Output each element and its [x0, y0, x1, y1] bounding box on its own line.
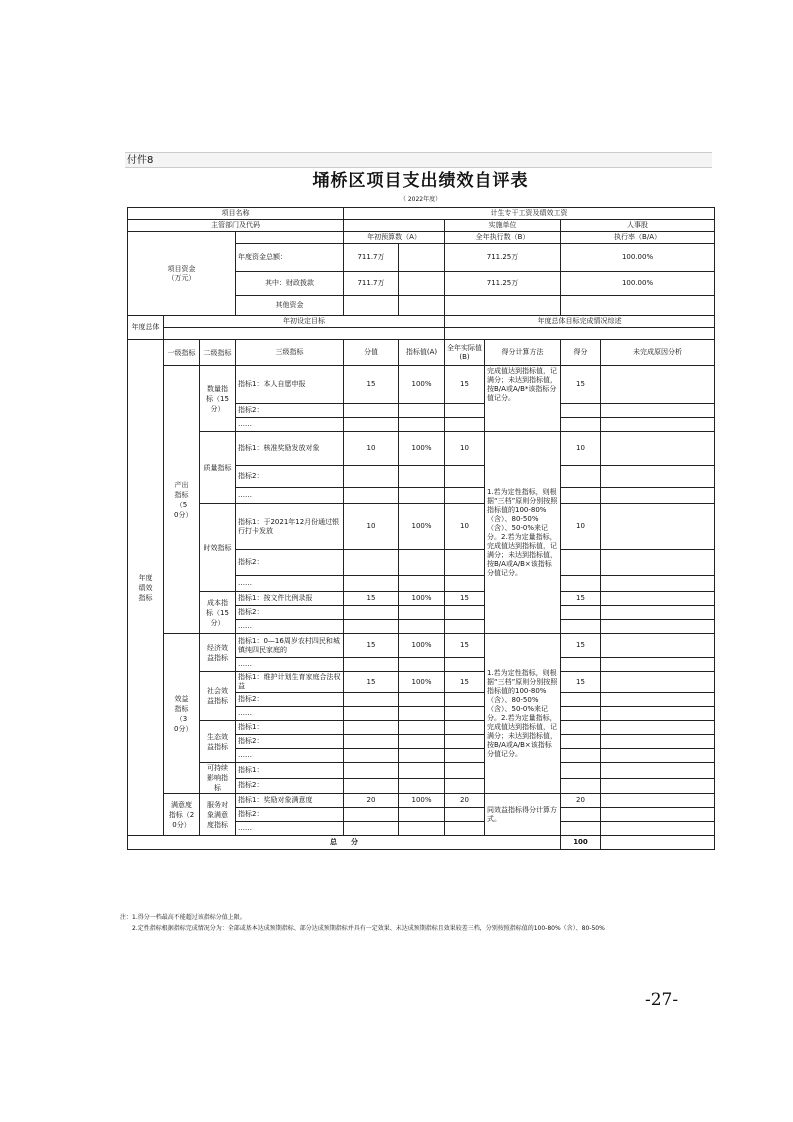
quality-ind1-target: 100%	[399, 432, 445, 466]
impl-unit-label: 实施单位	[445, 220, 561, 232]
output-method: 1.若为定性指标，则根据“三档”原则分别按照指标值的100-80%（含）、80-50%（含）、50-0%来记分。2.若为定量指标，完成值达到指标值，记满分；未达到指标值，按B/A或A/B×该指标分值记分。	[485, 432, 561, 634]
economic-ind1-target: 100%	[399, 634, 445, 658]
social-ind1-score: 15	[344, 672, 399, 693]
quantity-ind1-target: 100%	[399, 366, 445, 404]
row-total-budget: 711.7万	[344, 244, 399, 272]
quantity-ind1-actual: 15	[445, 366, 485, 404]
col-executed: 全年执行数（B）	[445, 232, 561, 244]
row-fiscal-label: 其中：财政拨款	[236, 272, 344, 296]
timeliness-dots: ……	[236, 576, 344, 592]
project-name-value: 计生专干工资及绩效工资	[344, 208, 715, 220]
timeliness-ind1-got: 10	[561, 504, 601, 550]
cost-ind1-actual: 15	[445, 592, 485, 606]
header-target-value: 指标值(A)	[399, 340, 445, 366]
total-label: 总 分	[128, 836, 561, 850]
social-ind1-actual: 15	[445, 672, 485, 693]
timeliness-ind1-target: 100%	[399, 504, 445, 550]
social-dots: ……	[236, 707, 344, 721]
sustain-indicator: 可持续影响指标	[200, 763, 236, 794]
footnote-2: 2.定性指标根据指标完成情况分为：全部或基本达成预期指标、部分达成预期指标并具有一定效果、未达成预期指标且效果较差三档，分别按照指标值的100-80%（含）、80-50%	[132, 925, 605, 932]
dept-label: 主管部门及代码	[128, 220, 344, 232]
total-value: 100	[561, 836, 601, 850]
ecological-indicator: 生态效益指标	[200, 721, 236, 763]
header-method: 得分计算方法	[485, 340, 561, 366]
quantity-dots: ……	[236, 418, 344, 432]
satisfaction-ind1-actual: 20	[445, 794, 485, 808]
quantity-ind1-score: 15	[344, 366, 399, 404]
header-reason: 未完成原因分析	[601, 340, 715, 366]
row-total-label: 年度资金总额：	[236, 244, 344, 272]
ecological-ind1: 指标1：	[236, 721, 344, 735]
quality-dots: ……	[236, 488, 344, 504]
timeliness-ind1-actual: 10	[445, 504, 485, 550]
cost-ind1-got: 15	[561, 592, 601, 606]
quantity-ind1: 指标1：本人自愿申报	[236, 366, 344, 404]
dept-value	[344, 220, 445, 232]
col-rate: 执行率（B/A）	[561, 232, 715, 244]
sustain-ind2: 指标2：	[236, 778, 344, 794]
page-title: 埇桥区项目支出绩效自评表	[312, 171, 529, 191]
satisfaction-ind1: 指标1：奖励对象满意度	[236, 794, 344, 808]
satisfaction-sub: 服务对象满意度指标	[200, 794, 236, 836]
ecological-dots: ……	[236, 749, 344, 763]
social-indicator: 社会效益指标	[200, 672, 236, 721]
cost-indicator: 成本指标（15分）	[200, 592, 236, 634]
quantity-method: 完成值达到指标值，记满分；未达到指标值，按B/A或A/B*该指标分值记分。	[485, 366, 561, 432]
social-ind1-got: 15	[561, 672, 601, 693]
header-score-value: 分值	[344, 340, 399, 366]
timeliness-indicator: 时效指标	[200, 504, 236, 592]
quantity-ind1-got: 15	[561, 366, 601, 404]
quality-ind2: 指标2：	[236, 466, 344, 488]
row-fiscal-budget: 711.7万	[344, 272, 399, 296]
evaluation-table	[127, 207, 715, 850]
annual-indicators-label: 年度绩效指标	[128, 340, 164, 836]
page-number: -27-	[645, 990, 679, 1010]
benefit-method: 1.若为定性指标，则根据“三档”原则分别按照指标值的100-80%（含）、80-50%（含）、50-0%来记分。2.若为定量指标，完成值达到指标值，记满分；未达到指标值，按B/A或A/B×该指标分值记分。	[485, 634, 561, 794]
economic-ind1-actual: 15	[445, 634, 485, 658]
footnotes	[120, 912, 720, 934]
quantity-ind2: 指标2：	[236, 404, 344, 418]
header-lvl2: 二级指标	[200, 340, 236, 366]
social-ind2: 指标2：	[236, 693, 344, 707]
row-other-label: 其他资金	[236, 296, 344, 316]
col-budget: 年初预算数（A）	[344, 232, 445, 244]
row-total-exec: 711.25万	[445, 244, 561, 272]
row-fiscal-exec: 711.25万	[445, 272, 561, 296]
impl-unit-value: 人事股	[561, 220, 715, 232]
satisfaction-dots: ……	[236, 822, 344, 836]
initial-goal-label: 年初设定目标	[164, 316, 445, 328]
row-fiscal-rate: 100.00%	[561, 272, 715, 296]
header-lvl3: 三级指标	[236, 340, 344, 366]
project-name-label: 项目名称	[128, 208, 344, 220]
year-label: （ 2022年度）	[399, 196, 442, 203]
social-ind1-target: 100%	[399, 672, 445, 693]
ecological-ind2: 指标2：	[236, 735, 344, 749]
satisfaction-label: 满意度指标（20分）	[164, 794, 200, 836]
economic-ind1-got: 15	[561, 634, 601, 658]
quality-indicator: 质量指标	[200, 432, 236, 504]
output-label: 产出指标（50分）	[164, 366, 200, 634]
economic-ind1: 指标1：0—16周岁农村四民和城镇纯四民家庭的	[236, 634, 344, 658]
satisfaction-ind1-score: 20	[344, 794, 399, 808]
economic-dots: ……	[236, 658, 344, 672]
header-actual-value: 全年实际值(B)	[445, 340, 485, 366]
row-total-rate: 100.00%	[561, 244, 715, 272]
timeliness-ind1-score: 10	[344, 504, 399, 550]
quantity-indicator: 数量指标（15分）	[200, 366, 236, 432]
satisfaction-ind1-got: 20	[561, 794, 601, 808]
overall-goal-label: 年度总体	[128, 316, 164, 340]
quality-ind1-score: 10	[344, 432, 399, 466]
footnote-1: 注：1.得分一档最高不能超过该指标分值上限。	[120, 914, 246, 921]
cost-ind1-score: 15	[344, 592, 399, 606]
timeliness-ind2: 指标2：	[236, 550, 344, 576]
cost-dots: ……	[236, 620, 344, 634]
funds-label: 项目资金 （万元）	[128, 232, 236, 316]
completion-label: 年度总体目标完成情况综述	[445, 316, 715, 328]
cost-ind1: 指标1：按文件比例录报	[236, 592, 344, 606]
economic-indicator: 经济效益指标	[200, 634, 236, 672]
economic-ind1-score: 15	[344, 634, 399, 658]
benefit-label: 效益指标（30分）	[164, 634, 200, 794]
satisfaction-ind1-target: 100%	[399, 794, 445, 808]
sustain-ind1: 指标1：	[236, 763, 344, 779]
social-ind1: 指标1：维护计划生育家庭合法权益	[236, 672, 344, 693]
quality-ind1-actual: 10	[445, 432, 485, 466]
quality-ind1-got: 10	[561, 432, 601, 466]
header-lvl1: 一级指标	[164, 340, 200, 366]
satisfaction-method: 同效益指标得分计算方式。	[485, 794, 561, 836]
header-score: 得分	[561, 340, 601, 366]
cost-ind2: 指标2：	[236, 606, 344, 620]
quality-ind1: 指标1：核准奖励发放对象	[236, 432, 344, 466]
attachment-label: 付件8	[125, 152, 712, 168]
timeliness-ind1: 指标1：于2021年12月份通过银行打卡发放	[236, 504, 344, 550]
satisfaction-ind2: 指标2：	[236, 808, 344, 822]
cost-ind1-target: 100%	[399, 592, 445, 606]
